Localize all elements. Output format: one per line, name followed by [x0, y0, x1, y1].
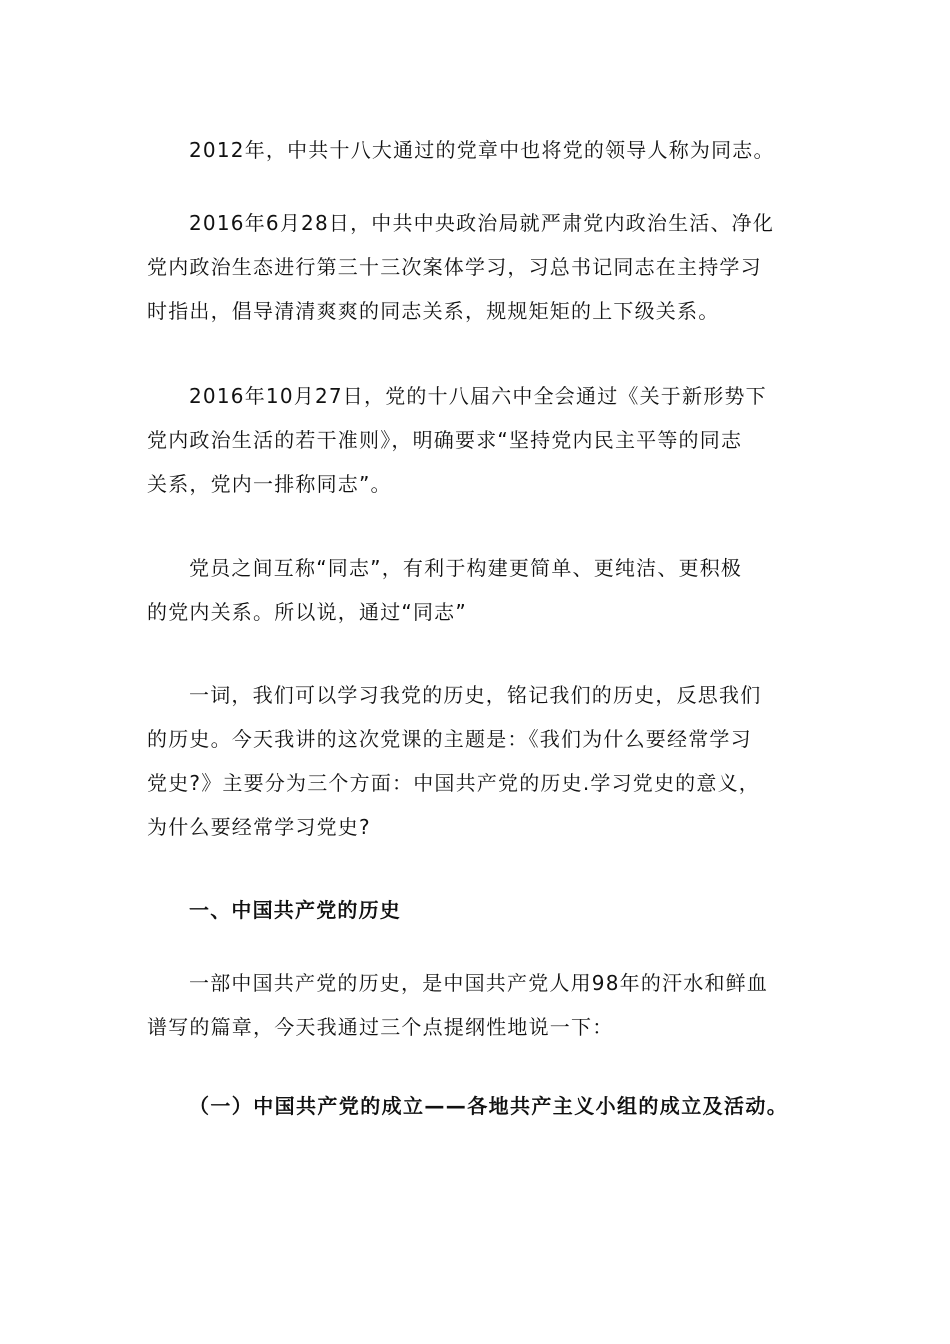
text-line: 党内政治生活的若干准则》，明确要求“坚持党内民主平等的同志 — [147, 428, 743, 452]
section-heading: 一、中国共产党的历史 — [189, 898, 401, 922]
text-line: 一词，我们可以学习我党的历史，铭记我们的历史，反思我们 — [189, 683, 762, 707]
text-line: 的历史。今天我讲的这次党课的主题是：《我们为什么要经常学习 — [147, 727, 752, 751]
paragraph-comrade-relations — [147, 546, 807, 634]
text-line: 谱写的篇章，今天我通过三个点提纲性地说一下： — [147, 1015, 614, 1039]
text-line: 关系，党内一排称同志”。 — [147, 472, 392, 496]
text-line: 党员之间互称“同志”，有利于构建更简单、更纯洁、更积极 — [189, 556, 743, 580]
subsection-heading: （一）中国共产党的成立——各地共产主义小组的成立及活动。 — [189, 1094, 789, 1118]
paragraph-lesson-theme — [147, 673, 807, 849]
paragraph-2016-june — [147, 201, 807, 333]
paragraph-2012 — [147, 128, 807, 172]
text-line: 党史?》主要分为三个方面：中国共产党的历史.学习党史的意义， — [147, 771, 760, 795]
text-line: 的党内关系。所以说，通过“同志” — [147, 600, 467, 624]
text-line: 时指出，倡导清清爽爽的同志关系，规规矩矩的上下级关系。 — [147, 299, 720, 323]
text-line: 2016年10月27日，党的十八届六中全会通过《关于新形势下 — [189, 384, 767, 408]
paragraph-2016-october — [147, 374, 807, 506]
text-line: 2016年6月28日，中共中央政治局就严肃党内政治生活、净化 — [189, 211, 775, 235]
section-paragraph — [147, 961, 807, 1049]
text-line: 2012年，中共十八大通过的党章中也将党的领导人称为同志。 — [189, 138, 775, 162]
text-line: 一部中国共产党的历史，是中国共产党人用98年的汗水和鲜血 — [189, 971, 769, 995]
text-line: 为什么要经常学习党史? — [147, 815, 371, 839]
text-line: 党内政治生态进行第三十三次案体学习，习总书记同志在主持学习 — [147, 255, 762, 279]
